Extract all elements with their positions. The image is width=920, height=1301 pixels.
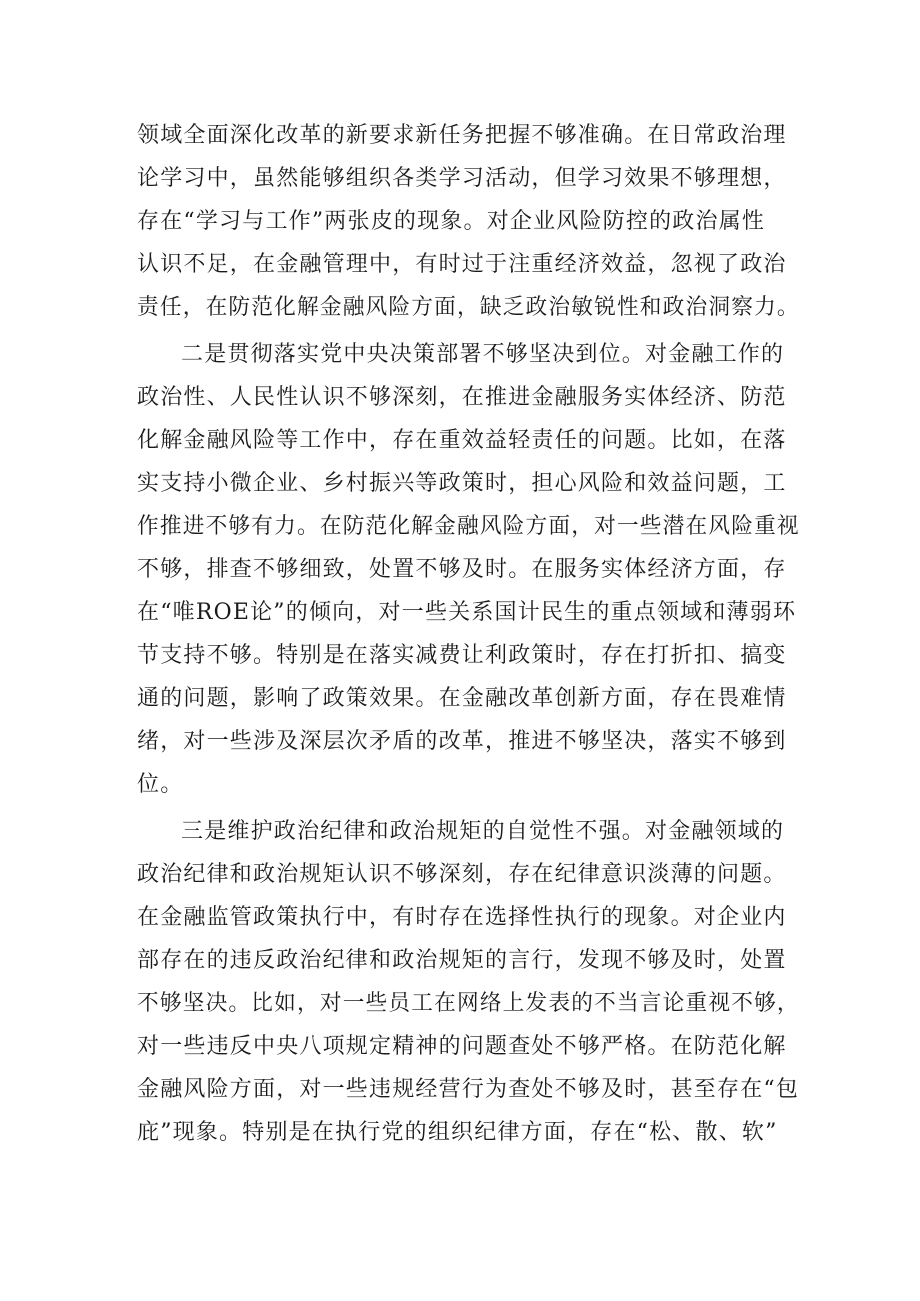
text-line: 节支持不够。特别是在落实减费让利政策时，存在打折扣、搞变 [137,643,787,668]
text-line: 通的问题，影响了政策效果。在金融改革创新方面，存在畏难情 [137,686,787,711]
text-line: 政治纪律和政治规矩认识不够深刻，存在纪律意识淡薄的问题。 [137,862,787,887]
text-line: 位。 [137,772,184,797]
text-line: 不够坚决。比如，对一些员工在网络上发表的不当言论重视不够， [137,991,800,1016]
text-line: 实支持小微企业、乡村振兴等政策时，担心风险和效益问题，工 [137,471,787,496]
paragraph-start: 二是贯彻落实党中央决策部署不够坚决到位。对金融工作的 [181,342,785,367]
text-line: 责任，在防范化解金融风险方面，缺乏政治敏锐性和政治洞察力。 [137,295,800,320]
text-line: 在金融监管政策执行中，有时存在选择性执行的现象。对企业内 [137,905,787,930]
text-line: 存在“学习与工作”两张皮的现象。对企业风险防控的政治属性 [137,209,766,234]
text-line: 政治性、人民性认识不够深刻，在推进金融服务实体经济、防范 [137,385,787,410]
text-line: 部存在的违反政治纪律和政治规矩的言行，发现不够及时，处置 [137,948,787,973]
text-line: 庇”现象。特别是在执行党的组织纪律方面，存在“松、散、软” [137,1120,778,1145]
text-line: 化解金融风险等工作中，存在重效益轻责任的问题。比如，在落 [137,428,787,453]
paragraph-start: 三是维护政治纪律和政治规矩的自觉性不强。对金融领域的 [181,819,785,844]
text-line: 论学习中，虽然能够组织各类学习活动，但学习效果不够理想， [137,166,787,191]
text-line: 在“唯ROE论”的倾向，对一些关系国计民生的重点领域和薄弱环 [137,600,797,625]
text-line: 认识不足，在金融管理中，有时过于注重经济效益，忽视了政治 [137,252,787,277]
text-line: 对一些违反中央八项规定精神的问题查处不够严格。在防范化解 [137,1034,787,1059]
text-line: 不够，排查不够细致，处置不够及时。在服务实体经济方面，存 [137,557,787,582]
text-line: 作推进不够有力。在防范化解金融风险方面，对一些潜在风险重视 [137,514,800,539]
text-line: 金融风险方面，对一些违规经营行为查处不够及时，甚至存在“包 [137,1077,800,1102]
text-line: 领域全面深化改革的新要求新任务把握不够准确。在日常政治理 [137,123,787,148]
text-line: 绪，对一些涉及深层次矛盾的改革，推进不够坚决，落实不够到 [137,729,787,754]
